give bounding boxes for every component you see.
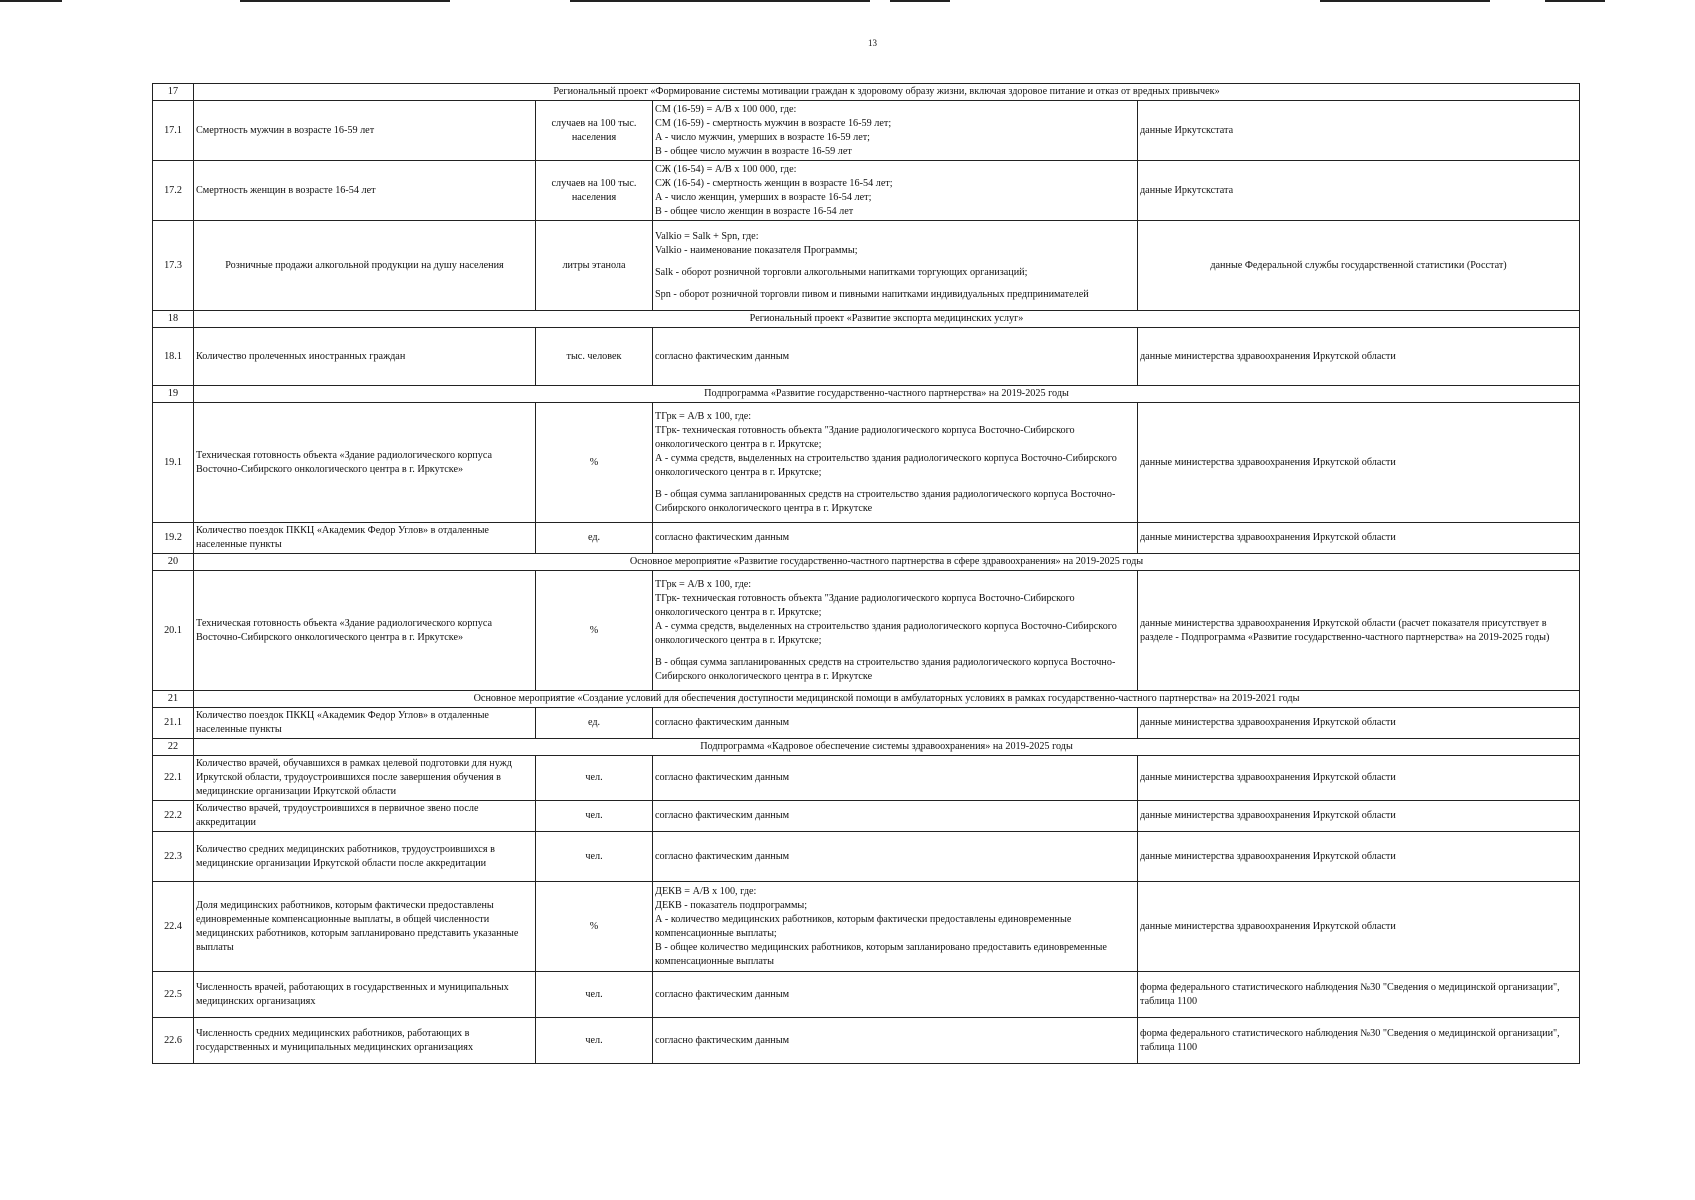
table-row xyxy=(153,221,1580,311)
section-title: Региональный проект «Развитие экспорта медицинских услуг» xyxy=(194,311,1580,328)
data-source: данные министерства здравоохранения Иркутской области xyxy=(1138,756,1580,801)
table-row xyxy=(153,832,1580,882)
indicator-name: Смертность мужчин в возрасте 16-59 лет xyxy=(194,101,536,161)
unit-of-measure: % xyxy=(536,571,653,691)
formula-line: В - общая сумма запланированных средств на строительство здания радиологического корпуса Восточно-Сибирского онкологического центра в г. Иркутске xyxy=(655,488,1116,514)
formula-line: согласно фактическим данным xyxy=(655,810,790,821)
data-source: данные министерства здравоохранения Иркутской области xyxy=(1138,708,1580,739)
table-row xyxy=(153,801,1580,832)
formula-line: А - сумма средств, выделенных на строительство здания радиологического корпуса Восточно-Сибирского онкологического центра в г. Иркутске; xyxy=(655,620,1117,646)
calculation-method xyxy=(653,708,1138,739)
formula-line: В - общая сумма запланированных средств на строительство здания радиологического корпуса Восточно-Сибирского онкологического центра в г. Иркутске xyxy=(655,656,1116,682)
data-source: форма федерального статистического наблюдения №30 "Сведения о медицинской организации", таблица 1100 xyxy=(1138,1018,1580,1064)
row-number: 19.1 xyxy=(153,403,194,523)
calculation-method xyxy=(653,161,1138,221)
formula-line: А - число мужчин, умерших в возрасте 16-59 лет; xyxy=(655,131,871,143)
unit-of-measure: чел. xyxy=(536,756,653,801)
table-row xyxy=(153,571,1580,691)
table-row xyxy=(153,1018,1580,1064)
calculation-method xyxy=(653,882,1138,972)
formula-line: согласно фактическим данным xyxy=(655,532,790,543)
table-row xyxy=(153,756,1580,801)
data-source: данные министерства здравоохранения Иркутской области xyxy=(1138,328,1580,386)
table-row xyxy=(153,101,1580,161)
unit-of-measure: ед. xyxy=(536,523,653,554)
indicator-name: Количество поездок ПККЦ «Академик Федор Углов» в отдаленные населенные пункты xyxy=(194,523,536,554)
data-source: данные министерства здравоохранения Иркутской области xyxy=(1138,801,1580,832)
calculation-method xyxy=(653,328,1138,386)
formula-line: СМ (16-59) - смертность мужчин в возрасте 16-59 лет; xyxy=(655,117,892,129)
formula-line: В - общее число мужчин в возрасте 16-59 лет xyxy=(655,145,852,157)
unit-of-measure: % xyxy=(536,882,653,972)
indicator-name: Количество врачей, трудоустроившихся в первичное звено после аккредитации xyxy=(194,801,536,832)
data-source: данные Иркутскстата xyxy=(1138,161,1580,221)
table-row xyxy=(153,972,1580,1018)
formula-line: СМ (16-59) = А/В x 100 000, где: xyxy=(655,103,797,115)
indicator-table xyxy=(152,83,1580,1064)
calculation-method xyxy=(653,403,1138,523)
formula-line: В - общее количество медицинских работников, которым запланировано предоставить единовременные компенсационные выплаты xyxy=(655,941,1107,967)
row-number: 17.3 xyxy=(153,221,194,311)
section-row xyxy=(153,311,1580,328)
section-title: Основное мероприятие «Развитие государственно-частного партнерства в сфере здравоохранения» на 2019-2025 годы xyxy=(194,554,1580,571)
calculation-method xyxy=(653,221,1138,311)
row-number: 21 xyxy=(153,691,194,708)
formula-line: согласно фактическим данным xyxy=(655,717,790,728)
scan-marks xyxy=(0,0,1695,8)
row-number: 19 xyxy=(153,386,194,403)
row-number: 18.1 xyxy=(153,328,194,386)
section-title: Региональный проект «Формирование системы мотивации граждан к здоровому образу жизни, включая здоровое питание и отказ от вредных привычек» xyxy=(194,84,1580,101)
unit-of-measure: ед. xyxy=(536,708,653,739)
row-number: 22.5 xyxy=(153,972,194,1018)
calculation-method xyxy=(653,571,1138,691)
formula-line: согласно фактическим данным xyxy=(655,772,790,783)
calculation-method xyxy=(653,756,1138,801)
formula-line: согласно фактическим данным xyxy=(655,350,790,362)
indicator-name: Техническая готовность объекта «Здание радиологического корпуса Восточно-Сибирского онкологического центра в г. Иркутске» xyxy=(194,571,536,691)
formula-line: СЖ (16-54) - смертность женщин в возрасте 16-54 лет; xyxy=(655,177,893,189)
formula-line: А - сумма средств, выделенных на строительство здания радиологического корпуса Восточно-Сибирского онкологического центра в г. Иркутске; xyxy=(655,452,1117,478)
row-number: 18 xyxy=(153,311,194,328)
row-number: 22.6 xyxy=(153,1018,194,1064)
row-number: 17.2 xyxy=(153,161,194,221)
unit-of-measure: чел. xyxy=(536,832,653,882)
formula-line: Spn - оборот розничной торговли пивом и пивными напитками индивидуальных предпринимателей xyxy=(655,288,1089,300)
data-source: форма федерального статистического наблюдения №30 "Сведения о медицинской организации", таблица 1100 xyxy=(1138,972,1580,1018)
indicator-name: Численность врачей, работающих в государственных и муниципальных медицинских организациях xyxy=(194,972,536,1018)
formula-line: Valkio - наименование показателя Программы; xyxy=(655,244,858,256)
section-row xyxy=(153,739,1580,756)
formula-line: А - количество медицинских работников, которым фактически предоставлены единовременные компенсационные выплаты; xyxy=(655,913,1072,939)
calculation-method xyxy=(653,832,1138,882)
formula-line: Valkio = Salk + Spn, где: xyxy=(655,230,759,242)
row-number: 22.1 xyxy=(153,756,194,801)
page-number: 13 xyxy=(868,38,877,48)
formula-line: согласно фактическим данным xyxy=(655,1034,790,1046)
table-row xyxy=(153,523,1580,554)
section-row xyxy=(153,691,1580,708)
indicator-name: Техническая готовность объекта «Здание радиологического корпуса Восточно-Сибирского онкологического центра в г. Иркутске» xyxy=(194,403,536,523)
row-number: 20.1 xyxy=(153,571,194,691)
formula-line: ТГрк = А/В x 100, где: xyxy=(655,578,752,590)
calculation-method xyxy=(653,801,1138,832)
data-source: данные Федеральной службы государственной статистики (Росстат) xyxy=(1138,221,1580,311)
data-source: данные министерства здравоохранения Иркутской области xyxy=(1138,832,1580,882)
indicator-name: Количество врачей, обучавшихся в рамках целевой подготовки для нужд Иркутской области, трудоустроившихся после завершения обучения в медицинские организации Иркутской области xyxy=(194,756,536,801)
row-number: 22 xyxy=(153,739,194,756)
row-number: 19.2 xyxy=(153,523,194,554)
table-row xyxy=(153,328,1580,386)
data-source: данные министерства здравоохранения Иркутской области xyxy=(1138,882,1580,972)
row-number: 22.2 xyxy=(153,801,194,832)
indicator-name: Количество пролеченных иностранных граждан xyxy=(194,328,536,386)
data-source: данные министерства здравоохранения Иркутской области xyxy=(1138,403,1580,523)
row-number: 17 xyxy=(153,84,194,101)
data-source: данные министерства здравоохранения Иркутской области xyxy=(1138,523,1580,554)
table-row xyxy=(153,882,1580,972)
formula-line: А - число женщин, умерших в возрасте 16-54 лет; xyxy=(655,191,872,203)
calculation-method xyxy=(653,972,1138,1018)
unit-of-measure: тыс. человек xyxy=(536,328,653,386)
formula-line: Salk - оборот розничной торговли алкогольными напитками торгующих организаций; xyxy=(655,266,1028,278)
unit-of-measure: чел. xyxy=(536,972,653,1018)
formula-line: СЖ (16-54) = А/В x 100 000, где: xyxy=(655,163,797,175)
formula-line: ТГрк = А/В x 100, где: xyxy=(655,410,752,422)
formula-line: В - общее число женщин в возрасте 16-54 лет xyxy=(655,205,854,217)
indicator-name: Смертность женщин в возрасте 16-54 лет xyxy=(194,161,536,221)
table-row xyxy=(153,403,1580,523)
formula-line: ТГрк- техническая готовность объекта "Здание радиологического корпуса Восточно-Сибирского онкологического центра в г. Иркутске; xyxy=(655,592,1075,618)
data-source: данные Иркутскстата xyxy=(1138,101,1580,161)
table-row xyxy=(153,161,1580,221)
section-row xyxy=(153,554,1580,571)
unit-of-measure: % xyxy=(536,403,653,523)
formula-line: согласно фактическим данным xyxy=(655,850,790,862)
row-number: 17.1 xyxy=(153,101,194,161)
section-title: Подпрограмма «Кадровое обеспечение системы здравоохранения» на 2019-2025 годы xyxy=(194,739,1580,756)
unit-of-measure: случаев на 100 тыс. населения xyxy=(536,161,653,221)
formula-line: ТГрк- техническая готовность объекта "Здание радиологического корпуса Восточно-Сибирского онкологического центра в г. Иркутске; xyxy=(655,424,1075,450)
calculation-method xyxy=(653,523,1138,554)
formula-line: ДЕКВ - показатель подпрограммы; xyxy=(655,899,808,911)
section-row xyxy=(153,386,1580,403)
unit-of-measure: случаев на 100 тыс. населения xyxy=(536,101,653,161)
table-row xyxy=(153,708,1580,739)
unit-of-measure: чел. xyxy=(536,1018,653,1064)
calculation-method xyxy=(653,101,1138,161)
section-title: Подпрограмма «Развитие государственно-частного партнерства» на 2019-2025 годы xyxy=(194,386,1580,403)
indicator-name: Численность средних медицинских работников, работающих в государственных и муниципальных медицинских организациях xyxy=(194,1018,536,1064)
formula-line: ДЕКВ = А/В x 100, где: xyxy=(655,885,757,897)
data-source: данные министерства здравоохранения Иркутской области (расчет показателя присутствует в разделе - Подпрограмма «Развитие государственно-частного партнерства» на 2019-2025 годы) xyxy=(1138,571,1580,691)
indicator-name: Количество поездок ПККЦ «Академик Федор Углов» в отдаленные населенные пункты xyxy=(194,708,536,739)
row-number: 22.3 xyxy=(153,832,194,882)
indicator-name: Доля медицинских работников, которым фактически предоставлены единовременные компенсационные выплаты, в общей численности медицинских работников, которым запланировано представить указанные выплаты xyxy=(194,882,536,972)
row-number: 20 xyxy=(153,554,194,571)
row-number: 21.1 xyxy=(153,708,194,739)
calculation-method xyxy=(653,1018,1138,1064)
unit-of-measure: чел. xyxy=(536,801,653,832)
indicator-name: Розничные продажи алкогольной продукции на душу населения xyxy=(194,221,536,311)
formula-line: согласно фактическим данным xyxy=(655,988,790,1000)
section-row xyxy=(153,84,1580,101)
section-title: Основное мероприятие «Создание условий для обеспечения доступности медицинской помощи в амбулаторных условиях в рамках государственно-частного партнерства» на 2019-2021 годы xyxy=(194,691,1580,708)
indicator-name: Количество средних медицинских работников, трудоустроившихся в медицинские организации Иркутской области после аккредитации xyxy=(194,832,536,882)
unit-of-measure: литры этанола xyxy=(536,221,653,311)
row-number: 22.4 xyxy=(153,882,194,972)
